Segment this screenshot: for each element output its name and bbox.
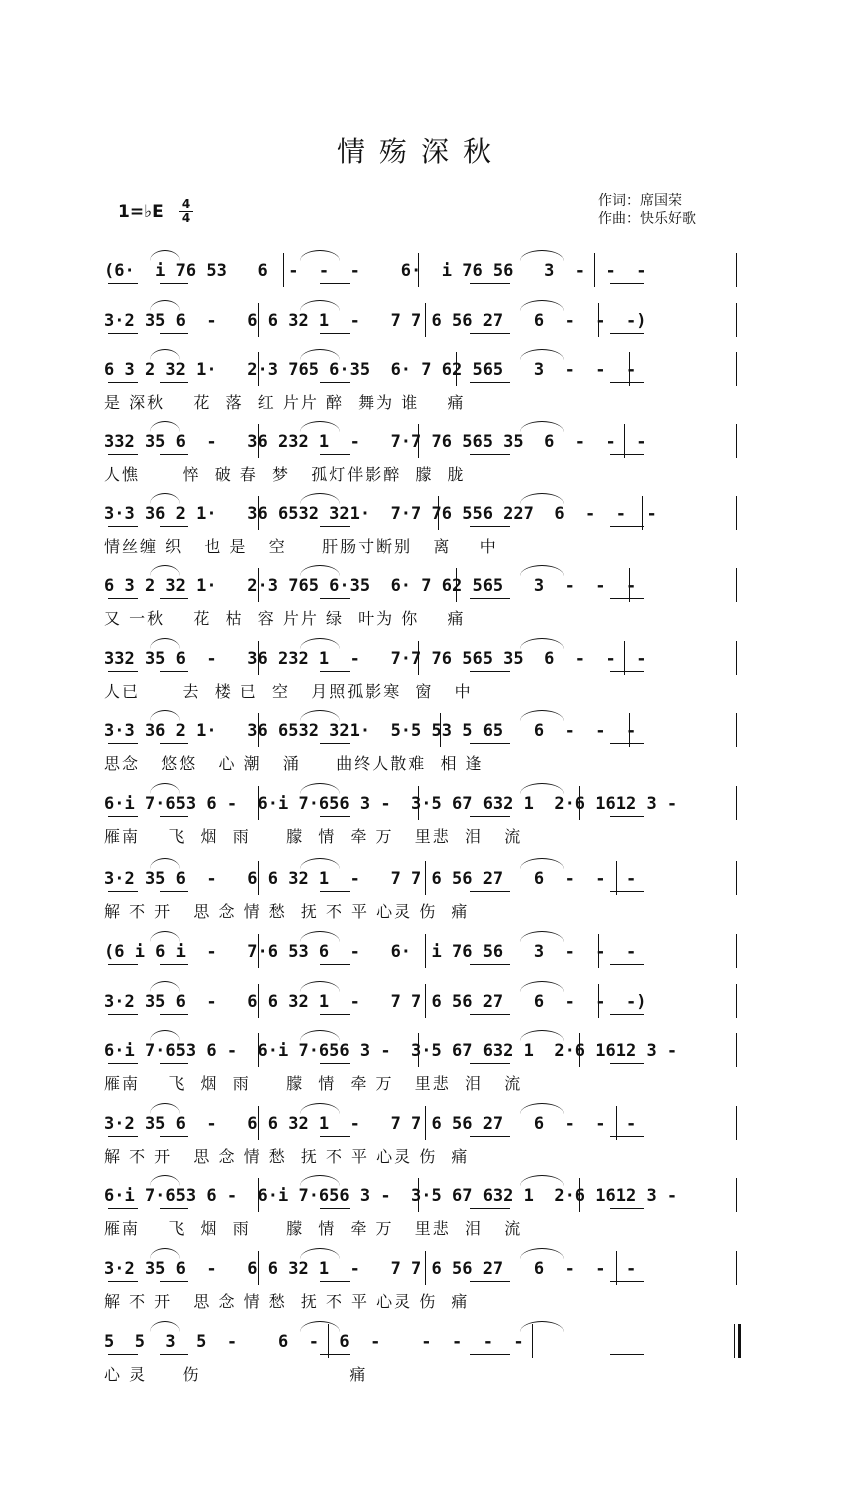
beam-underline bbox=[610, 333, 644, 334]
bar-line bbox=[736, 1251, 737, 1285]
music-system bbox=[0, 571, 842, 643]
music-system bbox=[0, 499, 842, 571]
beam-underline bbox=[108, 1136, 138, 1137]
beam-underline bbox=[108, 671, 138, 672]
beam-underline bbox=[470, 1014, 510, 1015]
beam-underline bbox=[160, 1014, 188, 1015]
music-system bbox=[0, 427, 842, 499]
bar-line bbox=[616, 1106, 617, 1140]
beam-underline bbox=[470, 743, 510, 744]
bar-line bbox=[736, 303, 737, 337]
time-signature-top: 4 bbox=[181, 197, 191, 211]
beam-underline bbox=[108, 333, 138, 334]
beam-underline bbox=[610, 816, 644, 817]
bar-line bbox=[736, 424, 737, 458]
beam-underline bbox=[470, 1208, 510, 1209]
bar-line bbox=[425, 1106, 426, 1140]
bar-line bbox=[736, 984, 737, 1018]
bar-line bbox=[734, 1324, 735, 1358]
beam-underline bbox=[610, 743, 644, 744]
lyrics-line: 雁南 飞 烟 雨 朦 情 牵 万 里悲 泪 流 bbox=[104, 827, 523, 846]
slur-mark bbox=[150, 250, 180, 261]
beam-underline bbox=[610, 598, 644, 599]
notation-line: 332 35 6 - 36 232 1 - 7·7 76 565 35 6 - - - bbox=[104, 649, 667, 669]
key-signature: 1=♭E bbox=[118, 202, 164, 222]
beam-underline bbox=[610, 964, 644, 965]
beam-underline bbox=[320, 1208, 350, 1209]
bar-line bbox=[616, 861, 617, 895]
bar-line bbox=[598, 934, 599, 968]
bar-line bbox=[642, 496, 643, 530]
bar-line bbox=[736, 861, 737, 895]
beam-underline bbox=[470, 598, 510, 599]
beam-underline bbox=[108, 1014, 138, 1015]
beam-underline bbox=[610, 283, 644, 284]
beam-underline bbox=[160, 526, 188, 527]
beam-underline bbox=[160, 743, 188, 744]
beam-underline bbox=[610, 1208, 644, 1209]
beam-underline bbox=[320, 891, 350, 892]
slur-mark bbox=[520, 250, 564, 261]
music-system bbox=[0, 789, 842, 861]
beam-underline bbox=[108, 1063, 138, 1064]
beam-underline bbox=[108, 816, 138, 817]
bar-line bbox=[258, 568, 259, 602]
bar-line bbox=[624, 641, 625, 675]
beam-underline bbox=[160, 1354, 188, 1355]
music-system bbox=[0, 716, 842, 788]
lyrics-line: 雁南 飞 烟 雨 朦 情 牵 万 里悲 泪 流 bbox=[104, 1074, 523, 1093]
bar-line bbox=[616, 1251, 617, 1285]
beam-underline bbox=[610, 1063, 644, 1064]
beam-underline bbox=[470, 1136, 510, 1137]
bar-line bbox=[440, 713, 441, 747]
notation-line: 3·3 36 2 1· 36 6532 321· 5·5 53 5 65 6 - - - bbox=[104, 721, 657, 741]
beam-underline bbox=[160, 1063, 188, 1064]
notation-line: 6·i 7·653 6 - 6·i 7·656 3 - 3·5 67 632 1 2·6 1612 3 - bbox=[104, 794, 678, 814]
beam-underline bbox=[610, 526, 644, 527]
beam-underline bbox=[320, 454, 350, 455]
beam-underline bbox=[470, 891, 510, 892]
beam-underline bbox=[108, 454, 138, 455]
notation-line: (6· i 76 53 6 - - - 6· i 76 56 3 - - - bbox=[104, 261, 667, 281]
notation-line: 3·2 35 6 - 6 6 32 1 - 7 7 6 56 27 6 - - -) bbox=[104, 311, 647, 331]
bar-line bbox=[258, 984, 259, 1018]
bar-line bbox=[258, 1178, 259, 1212]
bar-line bbox=[258, 496, 259, 530]
music-system bbox=[0, 1254, 842, 1326]
beam-underline bbox=[320, 1063, 350, 1064]
beam-underline bbox=[610, 454, 644, 455]
bar-line bbox=[456, 568, 457, 602]
notation-line: 3·2 35 6 - 6 6 32 1 - 7 7 6 56 27 6 - - - bbox=[104, 1114, 657, 1134]
bar-line bbox=[736, 1178, 737, 1212]
lyricist-credit: 作词：席国荣 bbox=[598, 193, 682, 209]
beam-underline bbox=[610, 382, 644, 383]
beam-underline bbox=[108, 283, 138, 284]
bar-line bbox=[594, 253, 595, 287]
beam-underline bbox=[160, 598, 188, 599]
bar-line bbox=[258, 1106, 259, 1140]
beam-underline bbox=[108, 891, 138, 892]
beam-underline bbox=[108, 964, 138, 965]
bar-line bbox=[258, 424, 259, 458]
bar-line bbox=[736, 934, 737, 968]
beam-underline bbox=[470, 454, 510, 455]
bar-line bbox=[629, 568, 630, 602]
beam-underline bbox=[320, 526, 350, 527]
notation-line: 3·3 36 2 1· 36 6532 321· 7·7 76 556 227 6 - - - bbox=[104, 504, 678, 524]
beam-underline bbox=[160, 1208, 188, 1209]
beam-underline bbox=[320, 1354, 350, 1355]
bar-line bbox=[425, 934, 426, 968]
lyrics-line: 人憔 悴 破 春 梦 孤灯伴影醉 朦 胧 bbox=[104, 465, 466, 484]
beam-underline bbox=[320, 283, 350, 284]
bar-line bbox=[258, 934, 259, 968]
notation-line: 6 3 2 32 1· 2·3 765 6·35 6· 7 62 565 3 - - - bbox=[104, 576, 657, 596]
lyrics-line: 雁南 飞 烟 雨 朦 情 牵 万 里悲 泪 流 bbox=[104, 1219, 523, 1238]
bar-line bbox=[418, 424, 419, 458]
beam-underline bbox=[320, 671, 350, 672]
beam-underline bbox=[610, 671, 644, 672]
bar-line bbox=[418, 1178, 419, 1212]
notation-line: 6 3 2 32 1· 2·3 765 6·35 6· 7 62 565 3 - - - bbox=[104, 360, 657, 380]
beam-underline bbox=[108, 1208, 138, 1209]
lyrics-line: 情丝缠 织 也 是 空 肝肠寸断别 离 中 bbox=[104, 537, 498, 556]
bar-line bbox=[258, 641, 259, 675]
lyrics-line: 解 不 开 思 念 情 愁 抚 不 平 心灵 伤 痛 bbox=[104, 1147, 470, 1166]
bar-line bbox=[629, 713, 630, 747]
beam-underline bbox=[470, 382, 510, 383]
credits bbox=[598, 192, 696, 228]
bar-line bbox=[598, 984, 599, 1018]
bar-line bbox=[736, 352, 737, 386]
beam-underline bbox=[108, 526, 138, 527]
beam-underline bbox=[160, 454, 188, 455]
bar-line bbox=[629, 352, 630, 386]
music-system bbox=[0, 1181, 842, 1253]
music-system bbox=[0, 355, 842, 427]
bar-line bbox=[258, 352, 259, 386]
bar-line bbox=[579, 786, 580, 820]
beam-underline bbox=[470, 1354, 510, 1355]
music-system bbox=[0, 864, 842, 936]
bar-line bbox=[736, 641, 737, 675]
bar-line bbox=[258, 786, 259, 820]
bar-line bbox=[736, 253, 737, 287]
beam-underline bbox=[470, 964, 510, 965]
beam-underline bbox=[320, 1136, 350, 1137]
beam-underline bbox=[160, 964, 188, 965]
beam-underline bbox=[320, 1281, 350, 1282]
beam-underline bbox=[160, 1136, 188, 1137]
beam-underline bbox=[470, 1281, 510, 1282]
music-system bbox=[0, 644, 842, 716]
music-system bbox=[0, 1327, 842, 1399]
notation-line: 3·2 35 6 - 6 6 32 1 - 7 7 6 56 27 6 - - - bbox=[104, 869, 657, 889]
bar-line bbox=[418, 641, 419, 675]
slur-mark bbox=[300, 250, 340, 261]
bar-line bbox=[736, 786, 737, 820]
music-system bbox=[0, 1036, 842, 1108]
notation-line: 332 35 6 - 36 232 1 - 7·7 76 565 35 6 - - - bbox=[104, 432, 667, 452]
notation-line: 3·2 35 6 - 6 6 32 1 - 7 7 6 56 27 6 - - -) bbox=[104, 992, 647, 1012]
beam-underline bbox=[610, 1136, 644, 1137]
notation-line: 5 5 3 5 - 6 - 6 - - - - - bbox=[104, 1332, 545, 1352]
beam-underline bbox=[320, 743, 350, 744]
beam-underline bbox=[470, 526, 510, 527]
beam-underline bbox=[610, 1014, 644, 1015]
bar-line bbox=[258, 861, 259, 895]
composer-credit: 作曲：快乐好歌 bbox=[598, 211, 696, 227]
beam-underline bbox=[320, 382, 350, 383]
bar-line bbox=[418, 786, 419, 820]
beam-underline bbox=[108, 1354, 138, 1355]
lyrics-line: 解 不 开 思 念 情 愁 抚 不 平 心灵 伤 痛 bbox=[104, 902, 470, 921]
bar-line bbox=[736, 1106, 737, 1140]
bar-line bbox=[425, 861, 426, 895]
beam-underline bbox=[470, 1063, 510, 1064]
notation-line: 6·i 7·653 6 - 6·i 7·656 3 - 3·5 67 632 1 2·6 1612 3 - bbox=[104, 1186, 678, 1206]
beam-underline bbox=[108, 382, 138, 383]
bar-line bbox=[456, 352, 457, 386]
bar-line bbox=[598, 303, 599, 337]
beam-underline bbox=[610, 1354, 644, 1355]
bar-line bbox=[258, 713, 259, 747]
bar-line bbox=[258, 303, 259, 337]
lyrics-line: 心 灵 伤 痛 bbox=[104, 1365, 368, 1384]
beam-underline bbox=[610, 1281, 644, 1282]
lyrics-line: 思念 悠悠 心 潮 涌 曲终人散难 相 逢 bbox=[104, 754, 484, 773]
bar-line bbox=[425, 984, 426, 1018]
beam-underline bbox=[160, 1281, 188, 1282]
notation-line: (6 i 6 i - 7·6 53 6 - 6· i 76 56 3 - - - bbox=[104, 942, 657, 962]
beam-underline bbox=[320, 598, 350, 599]
bar-line bbox=[258, 1251, 259, 1285]
song-title: 情殇深秋 bbox=[336, 135, 505, 168]
beam-underline bbox=[160, 382, 188, 383]
beam-underline bbox=[108, 743, 138, 744]
final-bar-line bbox=[738, 1324, 741, 1358]
bar-line bbox=[579, 1033, 580, 1067]
beam-underline bbox=[320, 964, 350, 965]
music-system bbox=[0, 1109, 842, 1181]
notation-line: 3·2 35 6 - 6 6 32 1 - 7 7 6 56 27 6 - - - bbox=[104, 1259, 657, 1279]
bar-line bbox=[624, 424, 625, 458]
beam-underline bbox=[160, 891, 188, 892]
bar-line bbox=[736, 1033, 737, 1067]
beam-underline bbox=[160, 283, 188, 284]
bar-line bbox=[579, 1178, 580, 1212]
bar-line bbox=[736, 568, 737, 602]
bar-line bbox=[425, 303, 426, 337]
beam-underline bbox=[108, 598, 138, 599]
beam-underline bbox=[160, 671, 188, 672]
lyrics-line: 人已 去 楼 已 空 月照孤影寒 窗 中 bbox=[104, 682, 473, 701]
notation-line: 6·i 7·653 6 - 6·i 7·656 3 - 3·5 67 632 1 2·6 1612 3 - bbox=[104, 1041, 678, 1061]
bar-line bbox=[418, 253, 419, 287]
beam-underline bbox=[160, 333, 188, 334]
beam-underline bbox=[320, 333, 350, 334]
beam-underline bbox=[160, 816, 188, 817]
lyrics-line: 又 一秋 花 枯 容 片片 绿 叶为 你 痛 bbox=[104, 609, 466, 628]
bar-line bbox=[438, 496, 439, 530]
bar-line bbox=[736, 713, 737, 747]
beam-underline bbox=[470, 283, 510, 284]
time-signature-bottom: 4 bbox=[181, 211, 191, 225]
bar-line bbox=[736, 496, 737, 530]
bar-line bbox=[283, 253, 284, 287]
bar-line bbox=[258, 1033, 259, 1067]
beam-underline bbox=[320, 816, 350, 817]
beam-underline bbox=[610, 891, 644, 892]
time-signature bbox=[178, 198, 194, 225]
beam-underline bbox=[320, 1014, 350, 1015]
bar-line bbox=[418, 1033, 419, 1067]
bar-line bbox=[425, 1251, 426, 1285]
lyrics-line: 解 不 开 思 念 情 愁 抚 不 平 心灵 伤 痛 bbox=[104, 1292, 470, 1311]
beam-underline bbox=[470, 816, 510, 817]
beam-underline bbox=[470, 671, 510, 672]
beam-underline bbox=[470, 333, 510, 334]
lyrics-line: 是 深秋 花 落 红 片片 醉 舞为 谁 痛 bbox=[104, 393, 466, 412]
beam-underline bbox=[108, 1281, 138, 1282]
